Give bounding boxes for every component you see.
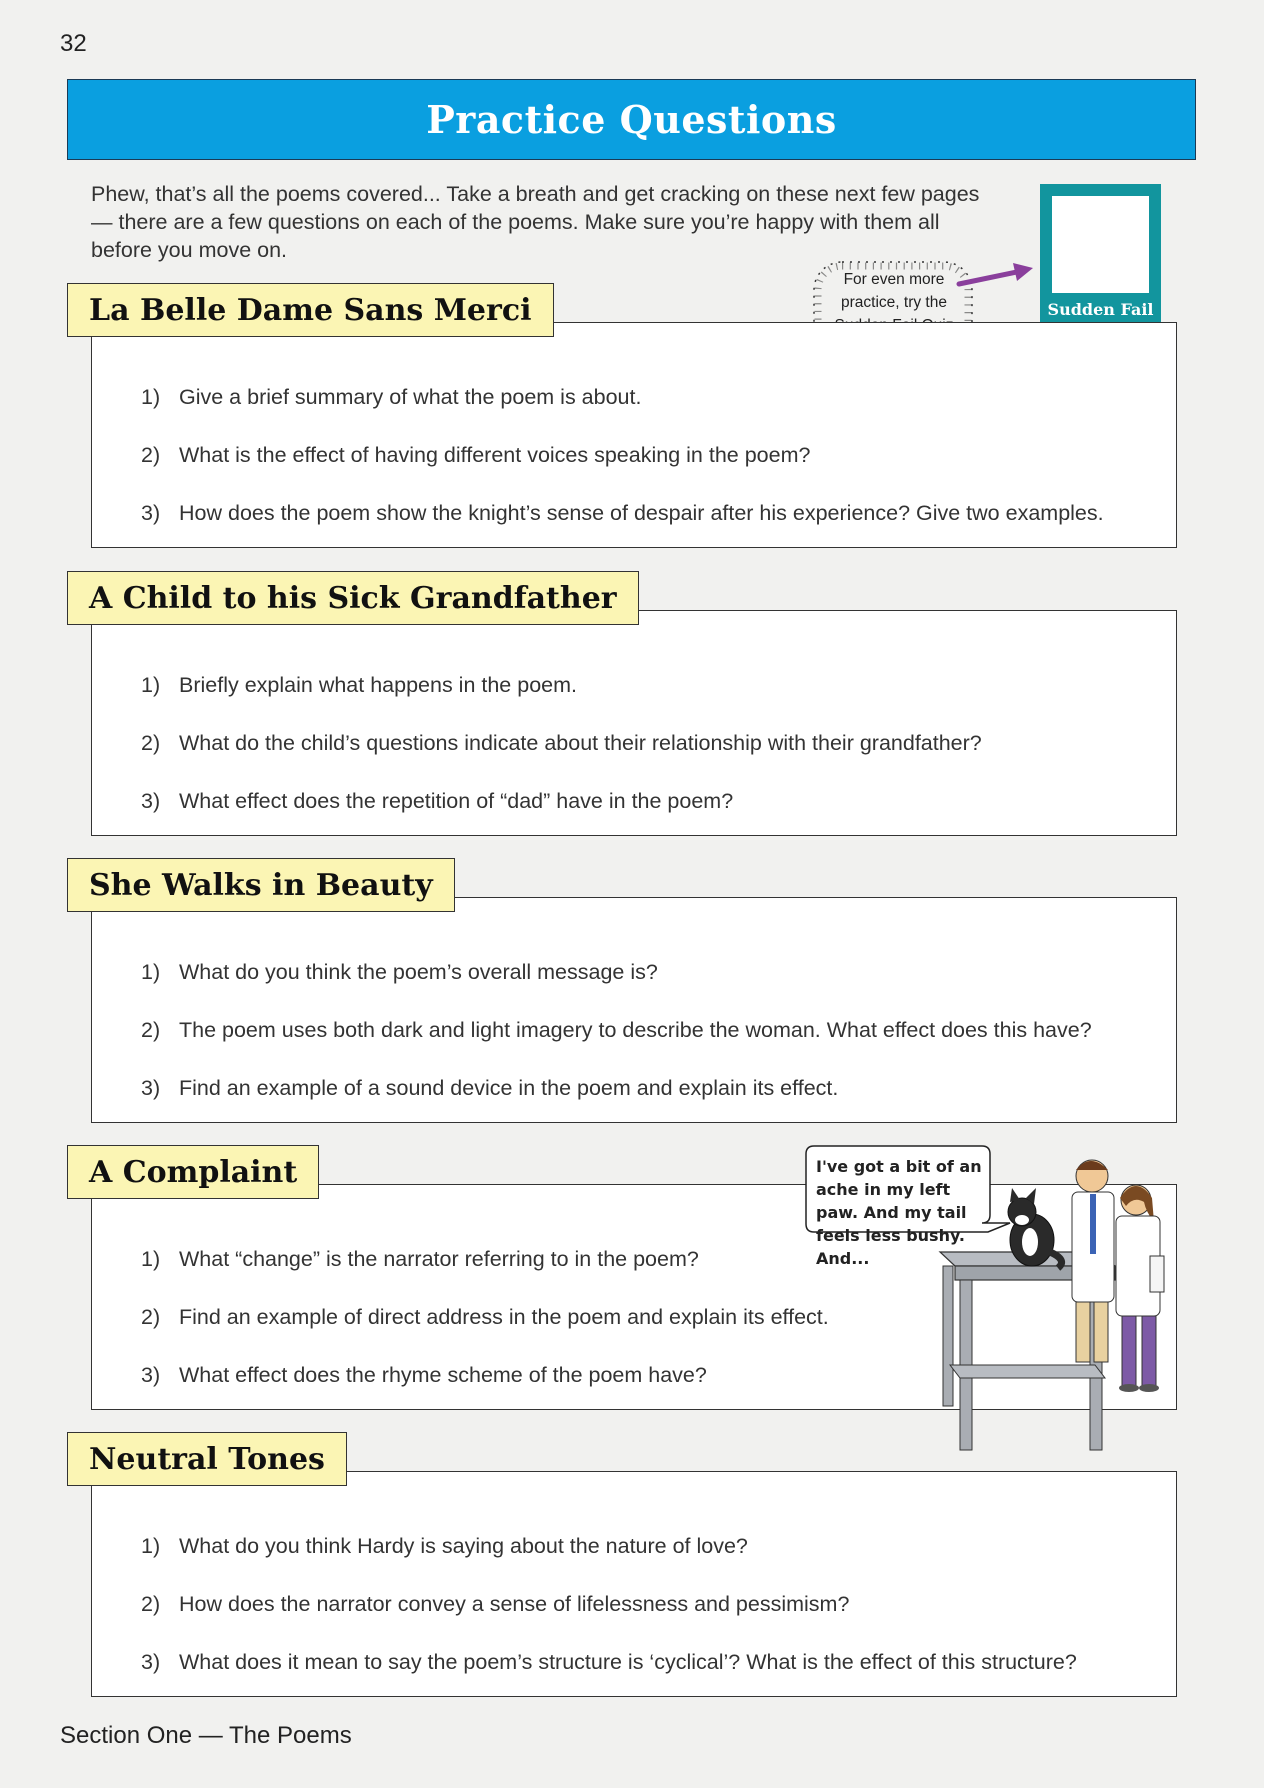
question-item: 3) How does the poem show the knight’s sense of despair after his experience? Give two examples. (141, 500, 1104, 525)
intro-text: Phew, that’s all the poems covered... Take a breath and get cracking on these next few pages — there are a few questions on each of the poems. Make sure you’re happy with them all before you move on. (91, 182, 980, 262)
question-list (141, 368, 1104, 542)
question-item: 3) What effect does the repetition of “dad” have in the poem? (141, 788, 734, 813)
question-list (141, 943, 1092, 1117)
question-item: 1) Briefly explain what happens in the poem. (141, 672, 577, 697)
footer-section-label: Section One — The Poems (60, 1722, 352, 1749)
qr-label: Sudden Fail (1047, 300, 1154, 319)
question-box (91, 897, 1177, 1123)
question-item: 3) What effect does the rhyme scheme of the poem have? (141, 1362, 707, 1387)
question-item: 1) What do you think Hardy is saying about the nature of love? (141, 1533, 748, 1558)
question-item: 3) What does it mean to say the poem’s structure is ‘cyclical’? What is the effect of this structure? (141, 1649, 1077, 1674)
section-she-walks (67, 858, 1177, 1123)
section-neutral-tones (67, 1432, 1177, 1697)
question-item: 2) How does the narrator convey a sense of lifelessness and pessimism? (141, 1591, 850, 1616)
question-box (91, 322, 1177, 548)
question-list (141, 1230, 829, 1404)
vet-cat-cartoon (800, 1140, 1180, 1480)
question-list (141, 656, 982, 830)
title-banner (67, 79, 1196, 160)
section-la-belle-dame (67, 283, 1177, 548)
question-item: 1) What “change” is the narrator referring to in the poem? (141, 1246, 699, 1271)
qr-code[interactable] (1052, 196, 1149, 293)
question-item: 1) Give a brief summary of what the poem is about. (141, 384, 642, 409)
page-title: Practice Questions (426, 97, 837, 142)
question-box (91, 610, 1177, 836)
question-item: 2) What do the child’s questions indicate about their relationship with their grandfather? (141, 730, 982, 755)
section-title: A Complaint (67, 1145, 319, 1199)
section-child-grandfather (67, 571, 1177, 836)
question-item: 2) Find an example of direct address in the poem and explain its effect. (141, 1304, 829, 1329)
question-list (141, 1517, 1077, 1691)
page-number: 32 (60, 30, 87, 57)
speech-bubble-text: I've got a bit of an ache in my left paw. And my tail feels less bushy. And... (816, 1157, 982, 1268)
section-title: She Walks in Beauty (67, 858, 455, 912)
question-box (91, 1471, 1177, 1697)
section-title: Neutral Tones (67, 1432, 347, 1486)
question-item: 2) The poem uses both dark and light imagery to describe the woman. What effect does this have? (141, 1017, 1092, 1042)
section-title: A Child to his Sick Grandfather (67, 571, 639, 625)
section-title: La Belle Dame Sans Merci (67, 283, 554, 337)
question-item: 1) What do you think the poem’s overall message is? (141, 959, 658, 984)
qr-note-text: For even more practice, try the (841, 271, 947, 311)
question-item: 3) Find an example of a sound device in the poem and explain its effect. (141, 1075, 839, 1100)
question-item: 2) What is the effect of having different voices speaking in the poem? (141, 442, 811, 467)
